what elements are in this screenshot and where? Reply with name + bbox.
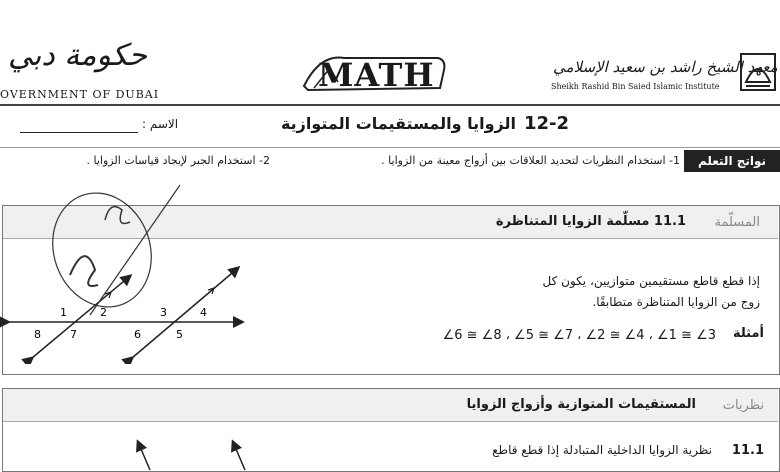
mosque-icon — [738, 48, 778, 94]
angle-label-3: 3 — [160, 306, 167, 319]
objectives-badge: نواتج التعلم — [684, 150, 780, 172]
angle-label-6: 6 — [134, 328, 141, 341]
angle-label-2: 2 — [100, 306, 107, 319]
theorem-text: نظرية الزوايا الداخلية المتبادلة إذا قطع قاطع — [492, 443, 712, 457]
theorems-label: نظريات — [722, 398, 764, 413]
postulate-line-1: إذا قطع قاطع مستقيمين متوازيين، يكون كل — [542, 274, 760, 288]
objective-item-2: 2- استخدام الجبر لإيجاد قياسات الزوايا . — [86, 154, 270, 167]
lesson-title: الزوايا والمستقيمات المتوازية — [280, 114, 516, 133]
dubai-government-logo-english: OVERNMENT OF DUBAI — [0, 88, 160, 101]
name-label: الاسم : — [142, 117, 179, 131]
postulate-title: 11.1 مسلّمة الزوايا المتناظرة — [495, 214, 686, 229]
angle-label-5: 5 — [176, 328, 183, 341]
handwritten-annotation-icon — [30, 180, 200, 320]
name-field[interactable] — [20, 132, 138, 133]
institute-name-arabic: معهد الشيخ راشد بن سعيد الإسلامي — [553, 58, 778, 76]
examples-text: ∠6 ≅ ∠8 ، ∠5 ≅ ∠7 ، ∠2 ≅ ∠4 ، ∠1 ≅ ∠3 — [442, 328, 716, 343]
postulate-line-2: زوج من الزوايا المتناظرة متطابقًا. — [592, 295, 760, 309]
theorem-number: 11.1 — [731, 443, 764, 458]
institute-name-english: Sheikh Rashid Bin Saied Islamic Institute — [551, 82, 720, 91]
objective-item-1: 1- استخدام النظريات لتحديد العلاقات بين أزواج معينة من الزوايا . — [381, 154, 680, 167]
theorems-title: المستقيمات المتوازية وأزواج الزوايا — [466, 397, 696, 412]
angle-label-4: 4 — [200, 306, 207, 319]
math-logo-text: MATH — [318, 56, 435, 94]
objectives-divider — [0, 147, 780, 148]
angle-label-8: 8 — [34, 328, 41, 341]
lesson-number: 12-2 — [524, 113, 570, 134]
header-divider — [0, 104, 780, 106]
examples-label: أمثلة — [732, 326, 764, 341]
angle-label-7: 7 — [70, 328, 77, 341]
theorem-figure-arrows — [120, 436, 280, 470]
postulate-label: المسلّمة — [714, 215, 760, 230]
angle-label-1: 1 — [60, 306, 67, 319]
dubai-government-logo-arabic: حكومة دبي — [8, 38, 148, 73]
